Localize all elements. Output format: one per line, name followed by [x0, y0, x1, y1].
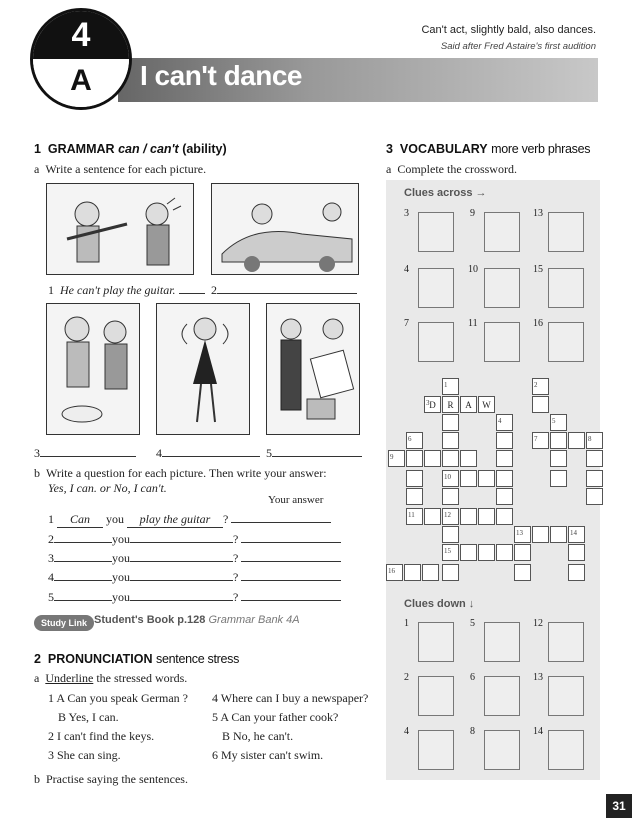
b-instruction: Write a question for each picture. Then write your answer:: [46, 466, 327, 480]
across-7-picture: [418, 322, 454, 362]
b-label: b: [34, 466, 40, 480]
section3-a-text: Complete the crossword.: [397, 162, 517, 176]
grid-cell[interactable]: [550, 450, 567, 467]
pic4-answer-input[interactable]: [162, 456, 260, 457]
q2-mark: ?: [233, 532, 239, 546]
grid-cell[interactable]: [532, 432, 549, 449]
q4-mark: ?: [233, 570, 239, 584]
grid-cell[interactable]: [478, 508, 495, 525]
pic4-label: 4: [156, 446, 162, 460]
grid-cell[interactable]: [496, 544, 513, 561]
unit-number: 4: [33, 11, 129, 59]
q3-you: you: [112, 551, 130, 565]
q4-you: you: [112, 570, 130, 584]
page-title: I can't dance: [140, 60, 302, 91]
a-label: a: [34, 162, 40, 176]
pic1-label: 1: [48, 283, 54, 297]
grid-num-3: 3: [426, 399, 430, 407]
clues-across-label: [404, 187, 487, 199]
pic5-label: 5: [266, 446, 272, 460]
across-16-picture: [548, 322, 584, 362]
section3-a: [386, 162, 517, 177]
pic2-answer-input[interactable]: [217, 293, 357, 294]
pic5-answer-input[interactable]: [272, 456, 362, 457]
down-1-picture: [418, 622, 454, 662]
pic3-caption: [34, 446, 136, 461]
q2-num: 2: [48, 532, 54, 546]
across-10-picture: [484, 268, 520, 308]
grid-cell[interactable]: [442, 470, 459, 487]
grid-num-11: 11: [408, 511, 415, 519]
grid-cell[interactable]: [406, 450, 423, 467]
page-number: 31: [606, 794, 632, 818]
q4-verb-input[interactable]: [130, 580, 233, 581]
grid-cell[interactable]: [586, 488, 603, 505]
across-16-num: 16: [533, 318, 543, 329]
grid-cell[interactable]: [442, 508, 459, 525]
grid-cell[interactable]: [424, 508, 441, 525]
down-14-num: 14: [533, 726, 543, 737]
unit-badge: [30, 8, 132, 110]
pron-item-1b[interactable]: B Yes, I can.: [58, 710, 119, 724]
grid-num-10: 10: [444, 473, 451, 481]
grid-cell[interactable]: [406, 488, 423, 505]
pic5-caption: [266, 446, 362, 461]
section2-heading: [34, 652, 239, 666]
down-4-picture: [418, 730, 454, 770]
grid-cell[interactable]: [496, 432, 513, 449]
q5-answer-input[interactable]: [241, 600, 341, 601]
across-13-num: 13: [533, 208, 543, 219]
grid-cell[interactable]: [496, 470, 513, 487]
grid-cell[interactable]: [514, 564, 531, 581]
picture-2: [211, 183, 359, 275]
grid-cell[interactable]: [568, 432, 585, 449]
section1-italic: can / can't: [118, 142, 179, 156]
grid-num-5: 5: [552, 417, 556, 425]
grid-cell[interactable]: [442, 432, 459, 449]
section1-a: [34, 162, 206, 177]
grid-cell[interactable]: [442, 378, 459, 395]
grid-cell[interactable]: [460, 470, 477, 487]
q4-modal-input[interactable]: [54, 580, 112, 581]
grid-cell[interactable]: [496, 488, 513, 505]
q3-answer-input[interactable]: [241, 561, 341, 562]
section2-rest: sentence stress: [156, 652, 240, 666]
quote: Can't act, slightly bald, also dances.: [421, 24, 596, 36]
pron-item-4[interactable]: 4 Where can I buy a newspaper?: [212, 691, 369, 705]
q3-mark: ?: [233, 551, 239, 565]
phrase-book-illustration: [267, 304, 359, 434]
across-9-num: 9: [470, 208, 475, 219]
grid-num-2: 2: [534, 381, 538, 389]
q5-you: you: [112, 590, 130, 604]
cooking-illustration: [47, 304, 139, 434]
grid-cell[interactable]: [568, 544, 585, 561]
section2-b-label: b: [34, 772, 40, 786]
grid-cell[interactable]: [496, 414, 513, 431]
question-row-2: [48, 532, 358, 547]
grid-num-14: 14: [570, 529, 577, 537]
your-answer-label: Your answer: [268, 494, 324, 506]
grid-num-6: 6: [408, 435, 412, 443]
across-15-picture: [548, 268, 584, 308]
grid-cell[interactable]: [568, 526, 585, 543]
grid-letter-r: R: [447, 400, 454, 410]
grid-cell[interactable]: [460, 508, 477, 525]
unit-letter: A: [33, 59, 129, 107]
section1-heading: [34, 142, 227, 156]
down-4-num: 4: [404, 726, 409, 737]
grid-cell[interactable]: [460, 396, 477, 413]
car-driver-illustration: [212, 184, 358, 274]
grid-num-12: 12: [444, 511, 451, 519]
down-13-num: 13: [533, 672, 543, 683]
grid-cell[interactable]: [496, 450, 513, 467]
across-11-num: 11: [468, 318, 478, 329]
q1-mark: ?: [223, 512, 229, 526]
q2-modal-input[interactable]: [54, 542, 112, 543]
grid-cell[interactable]: [442, 414, 459, 431]
study-link-ref: Grammar Bank 4A: [208, 614, 300, 626]
grid-cell[interactable]: [442, 564, 459, 581]
question-row-3: [48, 551, 358, 566]
section2-word: PRONUNCIATION: [47, 652, 153, 666]
grid-cell[interactable]: [406, 432, 423, 449]
grid-cell[interactable]: [550, 432, 567, 449]
down-5-num: 5: [470, 618, 475, 629]
pron-item-6[interactable]: 6 My sister can't swim.: [212, 748, 324, 762]
q1-verb[interactable]: play the guitar: [127, 512, 223, 528]
section3-rest: more verb phrases: [491, 142, 591, 156]
down-12-picture: [548, 622, 584, 662]
grid-cell[interactable]: [586, 450, 603, 467]
study-link-badge[interactable]: Study Link: [34, 615, 94, 631]
question-row-5: [48, 590, 358, 605]
clues-across-text: Clues across: [404, 187, 473, 199]
down-8-picture: [484, 730, 520, 770]
picture-1: [46, 183, 194, 275]
grid-cell[interactable]: [404, 564, 421, 581]
grid-cell[interactable]: [388, 450, 405, 467]
section3-word: VOCABULARY: [399, 142, 488, 156]
grid-cell[interactable]: [550, 414, 567, 431]
across-7-num: 7: [404, 318, 409, 329]
q4-num: 4: [48, 570, 54, 584]
grid-cell[interactable]: [424, 450, 441, 467]
grid-cell[interactable]: [442, 396, 459, 413]
section2-a: [34, 671, 187, 686]
q1-num: 1: [48, 512, 54, 526]
clues-down-label: [404, 598, 474, 610]
q1-answer-input[interactable]: [231, 522, 331, 523]
pron-item-1a[interactable]: 1 A Can you speak German ?: [48, 691, 188, 705]
q4-answer-input[interactable]: [241, 580, 341, 581]
grid-num-9: 9: [390, 453, 394, 461]
across-10-num: 10: [468, 264, 478, 275]
q5-num: 5: [48, 590, 54, 604]
grid-num-4: 4: [498, 417, 502, 425]
grid-cell[interactable]: [496, 508, 513, 525]
q1-can[interactable]: Can: [57, 512, 103, 528]
down-14-picture: [548, 730, 584, 770]
section2-a-label: a: [34, 671, 40, 685]
grid-cell[interactable]: [532, 526, 549, 543]
grid-num-13: 13: [516, 529, 523, 537]
pron-item-5a[interactable]: 5 A Can your father cook?: [212, 710, 339, 724]
grid-num-15: 15: [444, 547, 451, 555]
pron-item-3[interactable]: 3 She can sing.: [48, 748, 121, 762]
grid-cell[interactable]: [442, 488, 459, 505]
across-4-num: 4: [404, 264, 409, 275]
grid-cell[interactable]: [568, 564, 585, 581]
pic1-blank[interactable]: [179, 293, 205, 294]
q3-num: 3: [48, 551, 54, 565]
section1-num: 1: [34, 142, 41, 156]
grid-cell[interactable]: [550, 470, 567, 487]
down-6-num: 6: [470, 672, 475, 683]
grid-cell[interactable]: [406, 508, 423, 525]
grid-letter-w: W: [482, 400, 491, 410]
picture-4: [156, 303, 250, 435]
section3-a-label: a: [386, 162, 392, 176]
down-8-num: 8: [470, 726, 475, 737]
question-row-4: [48, 570, 358, 585]
down-6-picture: [484, 676, 520, 716]
q3-verb-input[interactable]: [130, 561, 233, 562]
grid-cell[interactable]: [514, 544, 531, 561]
grid-cell[interactable]: [514, 526, 531, 543]
down-13-picture: [548, 676, 584, 716]
grid-num-7: 7: [534, 435, 538, 443]
pic2-caption: [211, 283, 357, 298]
grid-letter-d: D: [429, 400, 436, 410]
underline-word: Underline: [45, 671, 94, 685]
picture-5: [266, 303, 360, 435]
section2-num: 2: [34, 652, 41, 666]
grid-cell[interactable]: [478, 544, 495, 561]
dancer-illustration: [157, 304, 249, 434]
q2-verb-input[interactable]: [130, 542, 233, 543]
study-link-book: Student's Book p.128: [94, 614, 206, 626]
clues-down-text: Clues down: [404, 598, 466, 610]
arrow-right-icon: →: [475, 187, 487, 199]
pron-item-2[interactable]: 2 I can't find the keys.: [48, 729, 155, 743]
grid-letter-a: A: [465, 400, 472, 410]
section3-num: 3: [386, 142, 393, 156]
pic2-label: 2: [211, 283, 217, 297]
across-3-num: 3: [404, 208, 409, 219]
pic3-answer-input[interactable]: [40, 456, 136, 457]
section1-word: GRAMMAR: [47, 142, 115, 156]
grid-cell[interactable]: [478, 396, 495, 413]
grid-cell[interactable]: [532, 396, 549, 413]
q1-you: you: [106, 512, 124, 526]
across-4-picture: [418, 268, 454, 308]
grid-cell[interactable]: [422, 564, 439, 581]
grid-cell[interactable]: [478, 470, 495, 487]
section1-b: [34, 466, 327, 481]
q5-mark: ?: [233, 590, 239, 604]
grid-cell[interactable]: [460, 544, 477, 561]
grid-cell[interactable]: [460, 450, 477, 467]
grid-cell[interactable]: [442, 544, 459, 561]
pic3-label: 3: [34, 446, 40, 460]
across-13-picture: [548, 212, 584, 252]
down-1-num: 1: [404, 618, 409, 629]
pron-item-5b[interactable]: B No, he can't.: [222, 729, 294, 743]
q3-modal-input[interactable]: [54, 561, 112, 562]
b-example: Yes, I can. or No, I can't.: [48, 481, 167, 495]
q5-verb-input[interactable]: [130, 600, 233, 601]
crossword-grid[interactable]: [386, 378, 600, 588]
grid-cell[interactable]: [442, 450, 459, 467]
section3-heading: [386, 142, 590, 156]
study-link-text[interactable]: [94, 614, 300, 626]
down-2-num: 2: [404, 672, 409, 683]
picture-3: [46, 303, 140, 435]
down-12-num: 12: [533, 618, 543, 629]
q2-you: you: [112, 532, 130, 546]
section2-a-text: the stressed words.: [96, 671, 188, 685]
pic4-caption: [156, 446, 260, 461]
q5-modal-input[interactable]: [54, 600, 112, 601]
grid-cell[interactable]: [532, 378, 549, 395]
across-3-picture: [418, 212, 454, 252]
grid-num-16: 16: [388, 567, 395, 575]
across-9-picture: [484, 212, 520, 252]
q2-answer-input[interactable]: [241, 542, 341, 543]
grid-num-1: 1: [444, 381, 448, 389]
grid-cell[interactable]: [442, 526, 459, 543]
section1-rest: (ability): [182, 142, 227, 156]
guitar-player-illustration: [47, 184, 193, 274]
grid-cell[interactable]: [586, 432, 603, 449]
grid-cell[interactable]: [406, 470, 423, 487]
pic1-answer: He can't play the guitar.: [60, 283, 176, 297]
across-11-picture: [484, 322, 520, 362]
quote-source: Said after Fred Astaire's first audition: [440, 41, 596, 52]
grid-num-8: 8: [588, 435, 592, 443]
grid-cell[interactable]: [424, 396, 441, 413]
pic1-caption: [48, 283, 205, 298]
down-5-picture: [484, 622, 520, 662]
grid-cell[interactable]: [386, 564, 403, 581]
grid-cell[interactable]: [550, 526, 567, 543]
grid-cell[interactable]: [586, 470, 603, 487]
question-row-1: [48, 512, 358, 528]
arrow-down-icon: ↓: [468, 598, 475, 610]
across-15-num: 15: [533, 264, 543, 275]
a-instruction: Write a sentence for each picture.: [45, 162, 207, 176]
down-2-picture: [418, 676, 454, 716]
section2-b-text: Practise saying the sentences.: [46, 772, 188, 786]
section2-b: [34, 772, 188, 787]
